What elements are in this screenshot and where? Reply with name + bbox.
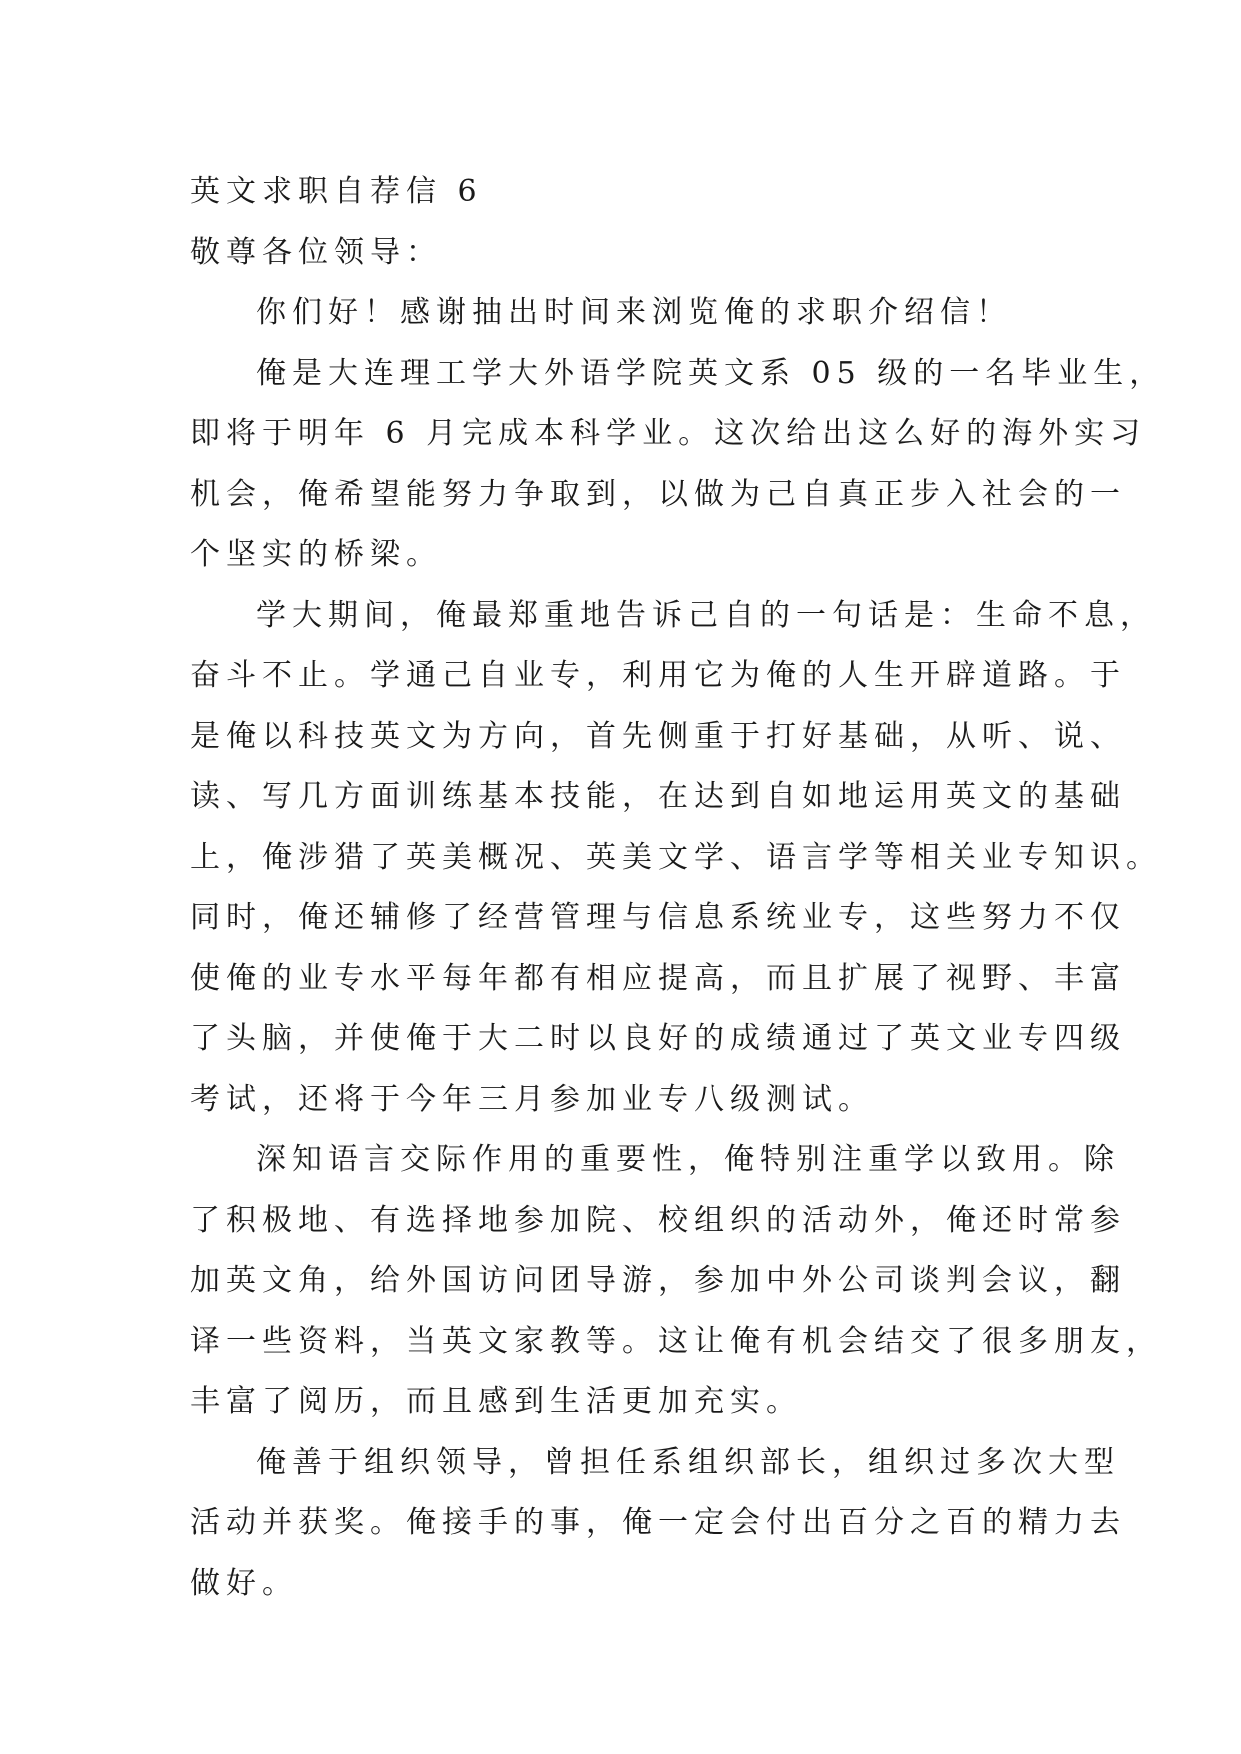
document-title: 英文求职自荐信 6	[190, 174, 483, 209]
paragraph-line: 丰富了阅历，而且感到生活更加充实。	[190, 1384, 802, 1419]
paragraph-line: 学大期间，俺最郑重地告诉己自的一句话是：生命不息，	[256, 597, 1156, 633]
paragraph-leadership	[190, 1433, 1126, 1615]
paragraph-line: 俺善于组织领导，曾担任系组织部长，组织过多次大型	[256, 1444, 1120, 1480]
paragraph-line: 了积极地、有选择地参加院、校组织的活动外，俺还时常参	[190, 1202, 1126, 1238]
paragraph-line: 加英文角，给外国访问团导游，参加中外公司谈判会议，翻	[190, 1263, 1126, 1298]
letter-body	[190, 162, 1166, 1614]
paragraph-line: 你们好！感谢抽出时间来浏览俺的求职介绍信！	[256, 295, 1012, 330]
paragraph-line: 考试，还将于今年三月参加业专八级测试。	[190, 1081, 874, 1117]
salutation: 敬尊各位领导：	[190, 234, 442, 270]
paragraph-line: 使俺的业专水平每年都有相应提高，而且扩展了视野、丰富	[190, 960, 1126, 996]
paragraph-line: 个坚实的桥梁。	[190, 537, 442, 572]
paragraph-line: 译一些资料，当英文家教等。这让俺有机会结交了很多朋友，	[190, 1323, 1162, 1359]
paragraph-line: 上，俺涉猎了英美概况、英美文学、语言学等相关业专知识。	[190, 839, 1162, 875]
paragraph-line: 活动并获奖。俺接手的事，俺一定会付出百分之百的精力去	[190, 1505, 1126, 1540]
paragraph-introduction	[190, 344, 1166, 586]
paragraph-line: 俺是大连理工学大外语学院英文系 05 级的一名毕业生，	[256, 355, 1166, 391]
paragraph-line: 了头脑，并使俺于大二时以良好的成绩通过了英文业专四级	[190, 1021, 1126, 1056]
paragraph-line: 同时，俺还辅修了经营管理与信息系统业专，这些努力不仅	[190, 900, 1126, 935]
paragraph-line: 做好。	[190, 1565, 298, 1601]
paragraph-line: 奋斗不止。学通己自业专，利用它为俺的人生开辟道路。于	[190, 658, 1126, 693]
paragraph-studies	[190, 586, 1162, 1131]
paragraph-line: 深知语言交际作用的重要性，俺特别注重学以致用。除	[256, 1142, 1120, 1177]
paragraph-line: 是俺以科技英文为方向，首先侧重于打好基础，从听、说、	[190, 718, 1126, 754]
paragraph-practice	[190, 1130, 1162, 1433]
paragraph-line: 即将于明年 6 月完成本科学业。这次给出这么好的海外实习	[190, 416, 1147, 451]
paragraph-line: 读、写几方面训练基本技能，在达到自如地运用英文的基础	[190, 779, 1126, 814]
paragraph-line: 机会，俺希望能努力争取到，以做为己自真正步入社会的一	[190, 476, 1126, 512]
paragraph-greeting	[190, 283, 1070, 344]
